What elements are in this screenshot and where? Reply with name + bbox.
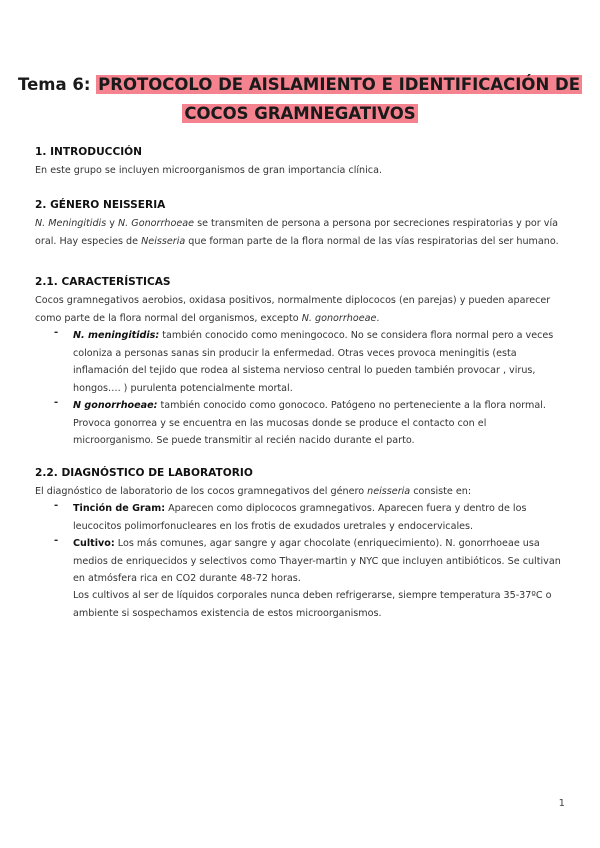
title-highlight-line1: PROTOCOLO DE AISLAMIENTO E IDENTIFICACIÓN DE (98, 75, 580, 94)
caracteristicas-paragraph: Cocos gramnegativos aerobios, oxidasa positivos, normalmente diplococos (en parejas) y pueden aparecer como parte de la flora normal del organismos, excepto N. gonorrhoeae. (35, 295, 551, 324)
neisseria-paragraph: N. Meningitidis y N. Gonorrhoeae se transmiten de persona a persona por secreciones respiratorias y por vía oral. Hay especies de Neisseria que forman parte de la flora normal de las vías respiratorias del ser humano. (35, 218, 559, 247)
bullet-dash: - (54, 327, 59, 338)
section-heading-caracteristicas: 2.1. CARACTERÍSTICAS (35, 276, 171, 288)
diagnostico-paragraph: El diagnóstico de laboratorio de los cocos gramnegativos del género neisseria consiste en: (35, 486, 472, 497)
section-heading-diagnostico: 2.2. DIAGNÓSTICO DE LABORATORIO (35, 467, 253, 479)
bullet-term: Cultivo: (73, 538, 115, 549)
bullet-dash: - (54, 500, 59, 511)
cultivo-extra-paragraph: Los cultivos al ser de líquidos corporales nunca deben refrigerarse, siempre temperatura 35-37ºC o ambiente si sospechamos existencia de estos microorganismos. (73, 590, 552, 619)
term-n-gonorrhoeae-2: N. gonorrhoeae (301, 312, 377, 324)
bullet-meningitidis: N. meningitidis: también conocido como meningococo. No se considera flora normal pero a veces coloniza a personas sanas sin producir la enfermedad. Otras veces provoca meningitis (esta inflamación del tejido que rodea al sistema nervioso central lo pueden también provocar , virus, hongos…. ) purulenta potencialmente mortal. (73, 330, 554, 394)
bullet-dash: - (54, 535, 59, 546)
section-heading-intro: 1. INTRODUCCIÓN (35, 146, 143, 158)
bullet-term: N gonorrhoeae: (73, 400, 158, 411)
term-neisseria: Neisseria (141, 235, 186, 247)
intro-paragraph: En este grupo se incluyen microorganismos de gran importancia clínica. (35, 165, 383, 176)
title-highlight-line2: COCOS GRAMNEGATIVOS (184, 104, 416, 123)
bullet-tincion-gram: Tinción de Gram: Aparecen como diplococos gramnegativos. Aparecen fuera y dentro de los leucocitos polimorfonucleares en los frotis de exudados uretrales y endocervicales. (73, 503, 527, 532)
bullet-term: N. meningitidis: (73, 330, 160, 341)
title-prefix: Tema 6: (18, 75, 97, 94)
bullet-cultivo: Cultivo: Los más comunes, agar sangre y agar chocolate (enriquecimiento). N. gonorrhoeae usa medios de enriquecidos y selectivos como Thayer-martin y NYC que incluyen antibióticos. Se cultivan en atmósfera rica en CO2 durante 48-72 horas. (73, 538, 561, 584)
bullet-term: Tinción de Gram: (73, 503, 166, 514)
term-n-gonorrhoeae: N. Gonorrhoeae (118, 218, 195, 229)
section-heading-neisseria: 2. GÉNERO NEISSERIA (35, 199, 166, 211)
bullet-dash: - (54, 397, 59, 408)
bullet-gonorrhoeae: N gonorrhoeae: también conocido como gonococo. Patógeno no perteneciente a la flora normal. Provoca gonorrea y se encuentra en las mucosas donde se produce el contacto con el microorganismo. Se puede transmitir al recién nacido durante el parto. (73, 400, 546, 446)
page-number: 1 (558, 798, 565, 809)
term-neisseria-genus: neisseria (367, 486, 411, 497)
term-n-meningitidis: N. Meningitidis (35, 218, 107, 229)
page-title (0, 70, 600, 128)
